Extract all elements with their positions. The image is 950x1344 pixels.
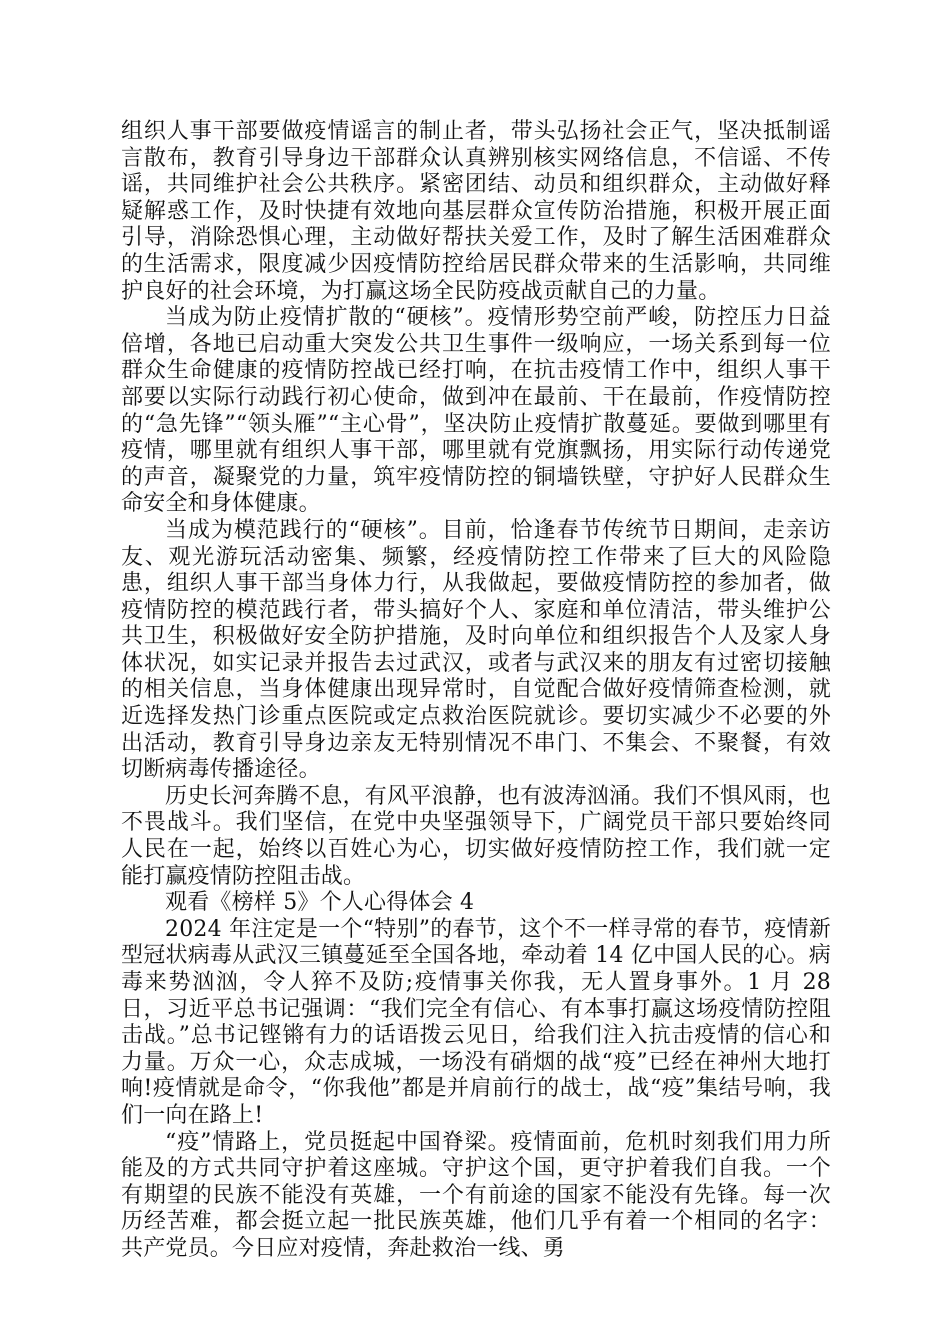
paragraph-3: 当成为模范践行的“硬核”。目前，恰逢春节传统节日期间，走亲访友、观光游玩活动密集、频繁，经疫情防控工作带来了巨大的风险隐患，组织人事干部当身体力行，从我做起，要做疫情防控的参加者，做疫情防控的模范践行者，带头搞好个人、家庭和单位清洁，带头维护公共卫生，积极做好安全防护措施，及时向单位和组织报告个人及家人身体状况，如实记录并报告去过武汉，或者与武汉来的朋友有过密切接触的相关信息，当身体健康出现异常时，自觉配合做好疫情筛查检测，就近选择发热门诊重点医院或定点救治医院就诊。要切实减少不必要的外出活动，教育引导身边亲友无特别情况不串门、不集会、不聚餐，有效切断病毒传播途径。	[121, 517, 831, 783]
paragraph-5: 2024 年注定是一个“特别”的春节，这个不一样寻常的春节，疫情新型冠状病毒从武汉三镇蔓延至全国各地，牵动着 14 亿中国人民的心。病毒来势汹汹，令人猝不及防;疫情事关你我，无人置身事外。1 月 28 日，习近平总书记强调：“我们完全有信心、有本事打赢这场疫情防控阻击战。”总书记铿锵有力的话语拨云见日，给我们注入抗击疫情的信心和力量。万众一心，众志成城，一场没有硝烟的战“疫”已经在神州大地打响!疫情就是命令，“你我他”都是并肩前行的战士，战“疫”集结号响，我们一向在路上!	[121, 916, 831, 1128]
document-body	[121, 119, 831, 1263]
paragraph-1: 组织人事干部要做疫情谣言的制止者，带头弘扬社会正气，坚决抵制谣言散布，教育引导身边干部群众认真辨别核实网络信息，不信谣、不传谣，共同维护社会公共秩序。紧密团结、动员和组织群众，主动做好释疑解惑工作，及时快捷有效地向基层群众宣传防治措施，积极开展正面引导，消除恐惧心理，主动做好帮扶关爱工作，及时了解生活困难群众的生活需求，限度减少因疫情防控给居民群众带来的生活影响，共同维护良好的社会环境，为打赢这场全民防疫战贡献自己的力量。	[121, 119, 831, 304]
paragraph-6: “疫”情路上，党员挺起中国脊梁。疫情面前，危机时刻我们用力所能及的方式共同守护着这座城。守护这个国，更守护着我们自我。一个有期望的民族不能没有英雄，一个有前途的国家不能没有先锋。每一次历经苦难，都会挺立起一批民族英雄，他们几乎有着一个相同的名字：共产党员。今日应对疫情，奔赴救治一线、勇	[121, 1129, 831, 1261]
section-subtitle: 观看《榜样 5》个人心得体会 4	[165, 890, 475, 916]
paragraph-2: 当成为防止疫情扩散的“硬核”。疫情形势空前严峻，防控压力日益倍增，各地已启动重大突发公共卫生事件一级响应，一场关系到每一位群众生命健康的疫情防控战已经打响，在抗击疫情工作中，组织人事干部要以实际行动践行初心使命，做到冲在最前、干在最前，作疫情防控的“急先锋”“领头雁”“主心骨”，坚决防止疫情扩散蔓延。要做到哪里有疫情，哪里就有组织人事干部，哪里就有党旗飘扬，用实际行动传递党的声音，凝聚党的力量，筑牢疫情防控的铜墙铁壁，守护好人民群众生命安全和身体健康。	[121, 305, 831, 517]
paragraph-4: 历史长河奔腾不息，有风平浪静，也有波涛汹涌。我们不惧风雨，也不畏战斗。我们坚信，在党中央坚强领导下，广阔党员干部只要始终同人民在一起，始终以百姓心为心，切实做好疫情防控工作，我们就一定能打赢疫情防控阻击战。	[121, 783, 832, 889]
